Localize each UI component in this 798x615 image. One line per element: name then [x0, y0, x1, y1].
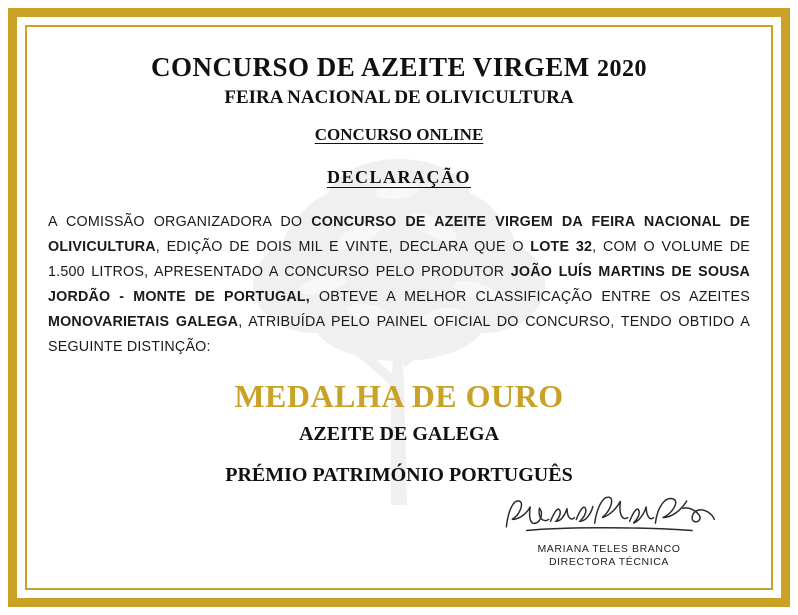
subtitle-online: CONCURSO ONLINE [314, 125, 484, 144]
certificate-content [40, 40, 758, 575]
body-bold-producer: JOÃO LUÍS MARTINS DE SOUSA JORDÃO - MONTE DE PORTUGAL, [48, 264, 751, 305]
declaration-body [48, 210, 750, 360]
body-bold-contest-name: CONCURSO DE AZEITE VIRGEM DA FEIRA NACIONAL DE OLIVICULTURA [48, 214, 750, 255]
body-bold-variety: MONOVARIETAIS GALEGA [48, 314, 239, 330]
title-year: 2020 [597, 56, 648, 82]
body-part-4: OBTEVE A MELHOR CLASSIFICAÇÃO ENTRE OS AZEITES [309, 289, 751, 305]
declaration-heading: DECLARAÇÃO [326, 167, 471, 187]
award-prize: PRÉMIO PATRIMÓNIO PORTUGUÊS [225, 464, 573, 486]
body-part-2: , EDIÇÃO DE DOIS MIL E VINTE, DECLARA QUE O [155, 239, 531, 255]
subtitle-event: FEIRA NACIONAL DE OLIVICULTURA [224, 87, 574, 108]
page-title [40, 52, 758, 83]
body-part-1: A COMISSÃO ORGANIZADORA DO [48, 214, 312, 230]
handwritten-signature-mark [499, 490, 720, 536]
award-variety: AZEITE DE GALEGA [298, 423, 500, 445]
signature-name: MARIANA TELES BRANCO [537, 543, 681, 555]
signature-block [484, 490, 734, 569]
body-bold-lot: LOTE 32 [530, 239, 593, 255]
signature-role: DIRECTORA TÉCNICA [548, 556, 670, 568]
title-main-text: CONCURSO DE AZEITE VIRGEM [150, 52, 590, 82]
body-part-5: , ATRIBUÍDA PELO PAINEL OFICIAL DO CONCURSO, TENDO OBTIDO A SEGUINTE DISTINÇÃO: [48, 314, 751, 355]
award-title: MEDALHA DE OURO [234, 378, 564, 414]
body-part-3: , COM O VOLUME DE 1.500 LITROS, APRESENTADO A CONCURSO PELO PRODUTOR [48, 239, 750, 280]
